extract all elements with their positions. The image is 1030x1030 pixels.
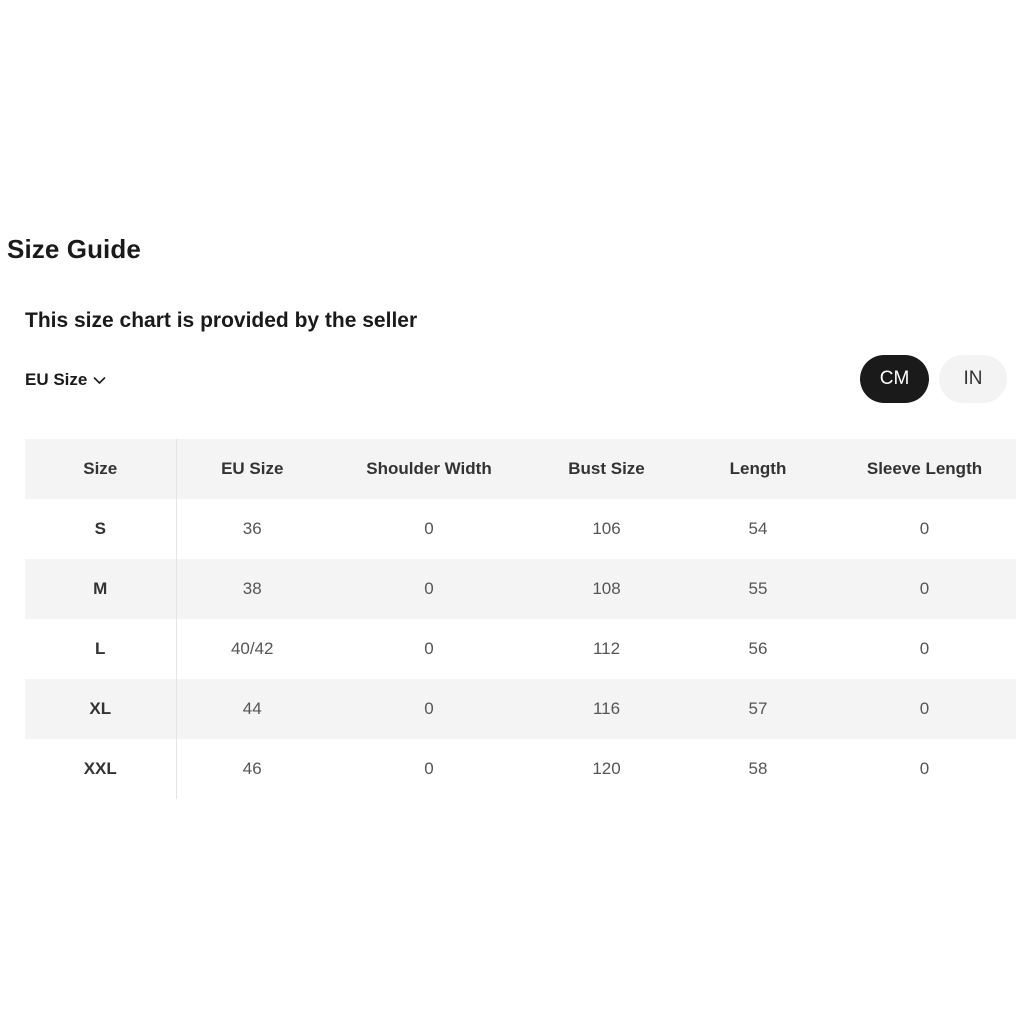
bust-size-cell: 116: [592, 699, 621, 718]
size-cell: XL: [25, 679, 176, 739]
table-row: [25, 679, 1016, 739]
unit-toggle: [860, 355, 1007, 403]
length-cell: 58: [748, 759, 768, 778]
eu-size-cell: 40/42: [230, 639, 274, 658]
unit-button-cm[interactable]: CM: [860, 355, 929, 403]
column-header-length: Length: [729, 459, 787, 478]
bust-size-cell: 108: [592, 579, 621, 598]
page-title: Size Guide: [7, 234, 141, 264]
table-row: [25, 619, 1016, 679]
shoulder-width-cell: 0: [424, 759, 434, 778]
shoulder-width-cell: 0: [424, 579, 434, 598]
size-cell: XXL: [25, 739, 176, 799]
column-header-sleeve-length: Sleeve Length: [866, 459, 983, 478]
shoulder-width-cell: 0: [424, 699, 434, 718]
column-header-eu-size: EU Size: [221, 459, 284, 478]
size-cell: M: [25, 559, 176, 619]
column-header-bust-size: Bust Size: [568, 459, 645, 478]
length-cell: 56: [748, 639, 768, 658]
size-system-label: EU Size: [25, 370, 88, 389]
chevron-down-icon: [93, 374, 106, 387]
sleeve-length-cell: 0: [919, 759, 930, 778]
length-cell: 55: [748, 579, 768, 598]
sleeve-length-cell: 0: [919, 579, 930, 598]
eu-size-cell: 46: [242, 759, 262, 778]
column-header-size: Size: [25, 439, 176, 499]
shoulder-width-cell: 0: [424, 519, 434, 538]
seller-note: This size chart is provided by the seller: [25, 309, 418, 332]
eu-size-cell: 36: [242, 519, 262, 538]
table-row: [25, 499, 1016, 559]
column-header-shoulder-width: Shoulder Width: [366, 459, 492, 478]
sleeve-length-cell: 0: [919, 519, 930, 538]
table-header-row: [25, 439, 1016, 499]
size-cell: L: [25, 619, 176, 679]
eu-size-cell: 38: [242, 579, 262, 598]
shoulder-width-cell: 0: [424, 639, 434, 658]
sleeve-length-cell: 0: [919, 639, 930, 658]
table-row: [25, 739, 1016, 799]
length-cell: 57: [748, 699, 768, 718]
bust-size-cell: 120: [592, 759, 621, 778]
size-system-dropdown[interactable]: [25, 368, 106, 392]
eu-size-cell: 44: [242, 699, 262, 718]
table-row: [25, 559, 1016, 619]
sleeve-length-cell: 0: [919, 699, 930, 718]
size-cell: S: [25, 499, 176, 559]
bust-size-cell: 106: [592, 519, 621, 538]
unit-button-in[interactable]: IN: [939, 355, 1007, 403]
bust-size-cell: 112: [592, 639, 621, 658]
size-table: [25, 439, 1016, 799]
length-cell: 54: [748, 519, 768, 538]
